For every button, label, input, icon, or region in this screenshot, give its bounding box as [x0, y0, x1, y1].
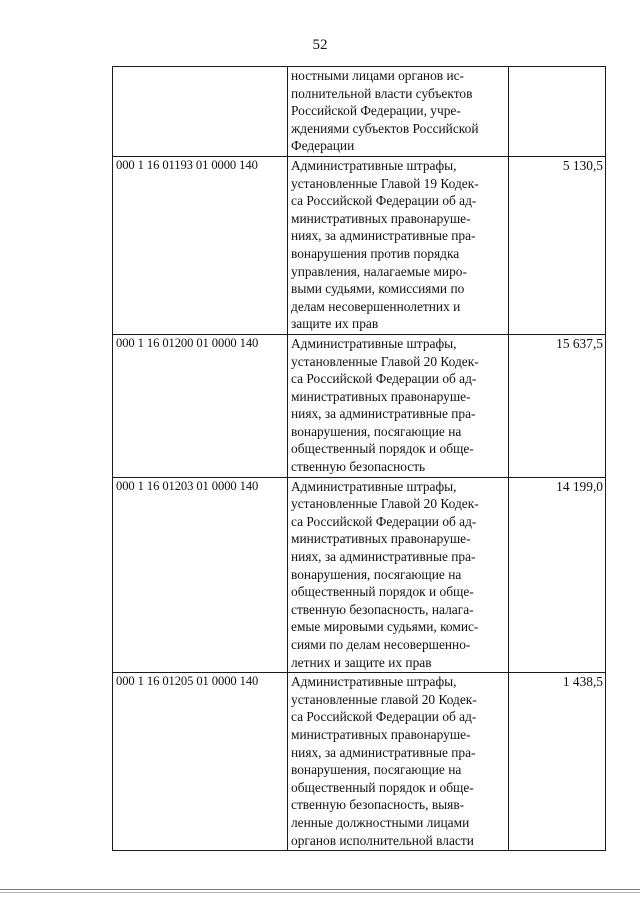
table-row	[113, 334, 606, 477]
amount-value: 1 438,5	[509, 673, 606, 851]
revenue-description: ностными лицами органов ис- полнительной власти субъектов Российской Федерации, учре- ждениями субъектов Российской Федерации	[288, 67, 509, 157]
amount-value: 15 637,5	[509, 334, 606, 477]
revenue-description: Административные штрафы, установленные главой 20 Кодек- са Российской Федерации об ад- министративных правонаруше- ниях, за административные пра- вонарушения, посягающие на общественный порядок и обще- ственную безопасность, выяв- ленные должностными лицами органов исполнительной власти	[288, 673, 509, 851]
budget-classification-code	[113, 67, 288, 157]
amount-value: 5 130,5	[509, 156, 606, 334]
budget-classification-code: 000 1 16 01200 01 0000 140	[113, 334, 288, 477]
table-row	[113, 673, 606, 851]
table-row	[113, 67, 606, 157]
table-row	[113, 477, 606, 673]
page-bottom-rule	[0, 892, 640, 893]
budget-classification-code: 000 1 16 01203 01 0000 140	[113, 477, 288, 673]
revenue-description: Административные штрафы, установленные Главой 20 Кодек- са Российской Федерации об ад- министративных правонаруше- ниях, за административные пра- вонарушения, посягающие на общественный порядок и обще- ственную безопасность	[288, 334, 509, 477]
budget-classification-code: 000 1 16 01205 01 0000 140	[113, 673, 288, 851]
budget-classification-code: 000 1 16 01193 01 0000 140	[113, 156, 288, 334]
table-row	[113, 156, 606, 334]
page-bottom-rule	[0, 889, 640, 890]
revenue-description: Административные штрафы, установленные Главой 19 Кодек- са Российской Федерации об ад- министративных правонаруше- ниях, за административные пра- вонарушения против порядка управления, налагаемые миро- выми судьями, комиссиями по делам несовершеннолетних и защите их прав	[288, 156, 509, 334]
revenue-description: Административные штрафы, установленные Главой 20 Кодек- са Российской Федерации об ад- министративных правонаруше- ниях, за административные пра- вонарушения, посягающие на общественный порядок и обще- ственную безопасность, налага- емые мировыми судьями, комис- сиями по делам несовершенно- летних и защите их прав	[288, 477, 509, 673]
budget-revenue-table	[112, 66, 606, 851]
page-number: 52	[312, 37, 328, 53]
amount-value	[509, 67, 606, 157]
amount-value: 14 199,0	[509, 477, 606, 673]
